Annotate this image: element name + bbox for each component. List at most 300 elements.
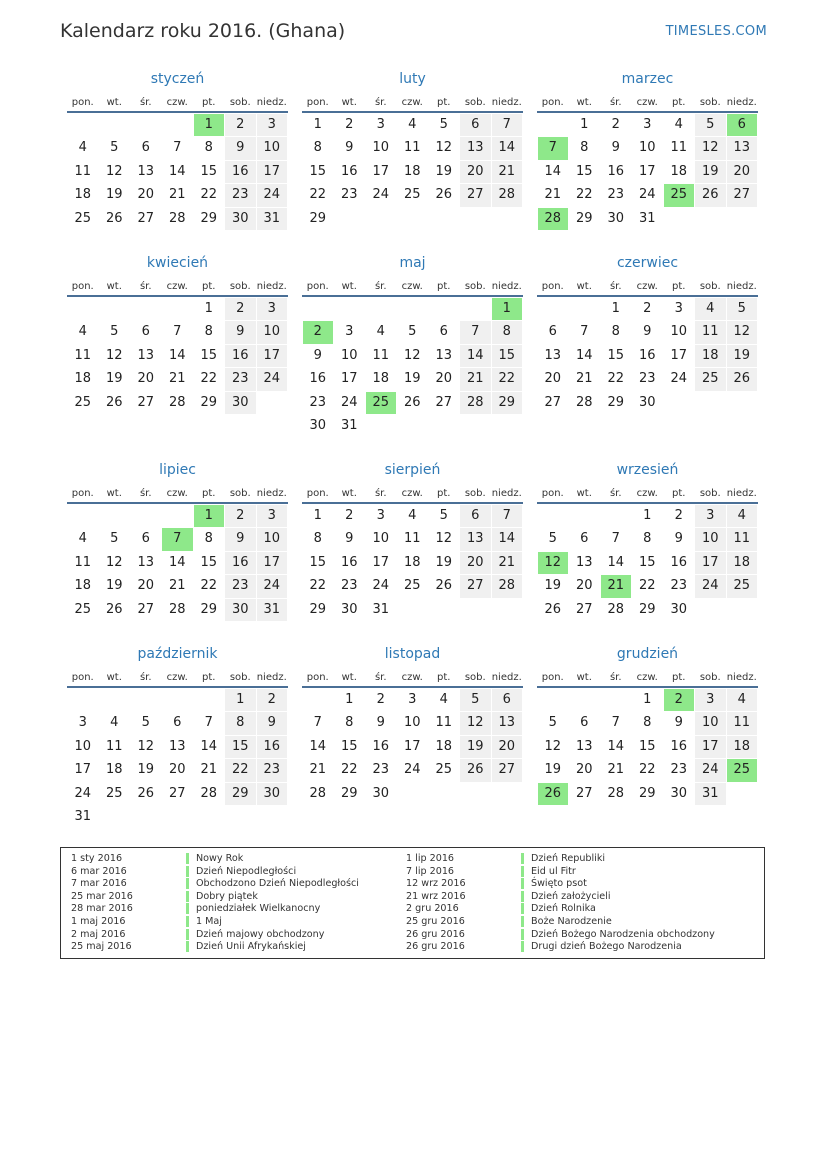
brand-link[interactable]: TIMESLES.COM bbox=[665, 24, 767, 39]
weekend-day: 24 bbox=[257, 575, 288, 597]
weekday-label: śr. bbox=[139, 672, 152, 683]
weekend-day: 21 bbox=[460, 368, 491, 390]
day-cell: 18 bbox=[403, 554, 421, 570]
weekday-label: czw. bbox=[401, 488, 423, 499]
legend-holiday-name: Drugi dzień Bożego Narodzenia bbox=[521, 941, 682, 952]
day-cell: 9 bbox=[643, 324, 652, 340]
legend-holiday-name: Dzień Niepodległości bbox=[186, 866, 296, 877]
week-row bbox=[302, 208, 523, 231]
day-cell: 30 bbox=[670, 601, 688, 617]
day-cell: 2 bbox=[345, 117, 354, 132]
month-calendar bbox=[67, 645, 288, 829]
week-row bbox=[537, 392, 758, 415]
day-cell: 21 bbox=[607, 762, 625, 778]
day-cell: 14 bbox=[544, 163, 562, 179]
weekend-day: 11 bbox=[727, 528, 758, 550]
weekend-day: 30 bbox=[257, 783, 288, 805]
weekend-day: 3 bbox=[695, 689, 726, 711]
weekend-day: 16 bbox=[225, 345, 256, 367]
holiday-legend bbox=[60, 847, 765, 959]
week-row bbox=[302, 783, 523, 806]
day-cell: 7 bbox=[580, 324, 589, 340]
empty-cell bbox=[429, 298, 460, 320]
weekday-header bbox=[537, 94, 758, 111]
month-name: październik bbox=[137, 646, 218, 662]
day-cell: 16 bbox=[670, 738, 688, 754]
day-cell: 26 bbox=[105, 394, 123, 410]
weekday-label: pon. bbox=[541, 97, 564, 108]
day-cell: 26 bbox=[544, 601, 562, 617]
weekend-day: 31 bbox=[257, 599, 288, 621]
day-cell: 2 bbox=[376, 692, 385, 707]
day-cell: 5 bbox=[439, 117, 448, 132]
empty-cell bbox=[99, 505, 130, 527]
day-cell: 19 bbox=[435, 554, 453, 570]
day-cell: 19 bbox=[105, 371, 123, 387]
day-cell: 10 bbox=[340, 347, 358, 363]
weekday-label: pt. bbox=[437, 281, 451, 292]
week-row bbox=[537, 298, 758, 321]
day-cell: 16 bbox=[607, 163, 625, 179]
header-rule bbox=[67, 295, 288, 297]
day-cell: 19 bbox=[544, 762, 562, 778]
empty-cell bbox=[334, 298, 365, 320]
day-cell: 10 bbox=[670, 324, 688, 340]
day-cell: 15 bbox=[200, 163, 218, 179]
legend-date: 26 gru 2016 bbox=[406, 928, 465, 940]
legend-date: 12 wrz 2016 bbox=[406, 878, 466, 890]
month-calendar bbox=[537, 70, 758, 231]
day-cell: 5 bbox=[548, 531, 557, 547]
day-cell: 8 bbox=[313, 531, 322, 547]
day-cell: 20 bbox=[137, 578, 155, 594]
legend-row bbox=[71, 903, 359, 916]
day-cell: 8 bbox=[580, 140, 589, 156]
weekday-label: śr. bbox=[139, 97, 152, 108]
week-row bbox=[537, 712, 758, 735]
week-row bbox=[302, 505, 523, 528]
legend-date: 2 maj 2016 bbox=[71, 928, 126, 940]
day-cell: 12 bbox=[105, 347, 123, 363]
empty-cell bbox=[194, 806, 225, 828]
weekend-day: 14 bbox=[492, 137, 523, 159]
day-cell: 5 bbox=[141, 715, 150, 731]
weekend-day: 6 bbox=[460, 114, 491, 136]
weekday-label: wt. bbox=[106, 281, 122, 292]
weekend-day: 4 bbox=[727, 689, 758, 711]
day-cell: 13 bbox=[137, 163, 155, 179]
weekend-day: 21 bbox=[492, 161, 523, 183]
day-cell: 26 bbox=[105, 210, 123, 226]
week-row bbox=[537, 599, 758, 622]
legend-holiday-name: Eid ul Fitr bbox=[521, 866, 576, 877]
day-cell: 14 bbox=[168, 163, 186, 179]
empty-cell bbox=[538, 689, 569, 711]
weekend-day: 16 bbox=[257, 736, 288, 758]
weekend-day: 4 bbox=[695, 298, 726, 320]
weekend-day: 7 bbox=[492, 114, 523, 136]
weekday-label: pon. bbox=[306, 97, 329, 108]
day-cell: 15 bbox=[575, 163, 593, 179]
week-row bbox=[537, 689, 758, 712]
empty-cell bbox=[366, 298, 397, 320]
week-row bbox=[67, 208, 288, 231]
empty-cell bbox=[131, 298, 162, 320]
weekend-day: 26 bbox=[695, 184, 726, 206]
day-cell: 25 bbox=[105, 785, 123, 801]
weekend-day: 4 bbox=[727, 505, 758, 527]
day-cell: 1 bbox=[313, 508, 322, 523]
weekday-label: niedz. bbox=[256, 281, 287, 292]
weekend-day: 11 bbox=[727, 712, 758, 734]
week-row bbox=[302, 552, 523, 575]
weekday-label: wt. bbox=[106, 672, 122, 683]
empty-cell bbox=[303, 689, 334, 711]
empty-cell bbox=[460, 208, 491, 230]
day-cell: 12 bbox=[137, 738, 155, 754]
legend-holiday-name: Dzień Unii Afrykańskiej bbox=[186, 941, 306, 952]
legend-row bbox=[406, 941, 715, 954]
day-cell: 16 bbox=[372, 738, 390, 754]
empty-cell bbox=[397, 208, 428, 230]
week-row bbox=[302, 114, 523, 137]
weekend-day: 19 bbox=[695, 161, 726, 183]
week-row bbox=[537, 736, 758, 759]
day-cell: 20 bbox=[137, 187, 155, 203]
weekday-header bbox=[67, 485, 288, 502]
header-rule bbox=[537, 502, 758, 504]
day-cell: 27 bbox=[137, 394, 155, 410]
day-cell: 10 bbox=[372, 140, 390, 156]
month-calendar bbox=[302, 461, 523, 622]
month-name: grudzień bbox=[616, 646, 679, 662]
day-cell: 2 bbox=[345, 508, 354, 523]
day-cell: 15 bbox=[638, 738, 656, 754]
holiday-day: 2 bbox=[303, 321, 334, 343]
month-calendar bbox=[537, 254, 758, 415]
weekday-label: sob. bbox=[464, 97, 486, 108]
week-row bbox=[537, 208, 758, 231]
day-cell: 25 bbox=[403, 578, 421, 594]
month-name: kwiecień bbox=[146, 255, 209, 271]
weekday-label: pt. bbox=[437, 488, 451, 499]
day-cell: 30 bbox=[309, 417, 327, 433]
legend-row bbox=[406, 929, 715, 942]
week-row bbox=[302, 368, 523, 391]
holiday-day: 2 bbox=[664, 689, 695, 711]
day-cell: 18 bbox=[74, 187, 92, 203]
day-cell: 15 bbox=[200, 347, 218, 363]
weekend-day: 23 bbox=[257, 759, 288, 781]
weekend-day: 22 bbox=[225, 759, 256, 781]
day-cell: 6 bbox=[141, 531, 150, 547]
day-cell: 13 bbox=[435, 347, 453, 363]
day-cell: 15 bbox=[638, 554, 656, 570]
day-cell: 14 bbox=[200, 738, 218, 754]
month-name: luty bbox=[399, 71, 426, 87]
weekend-day: 10 bbox=[257, 321, 288, 343]
weekday-label: wt. bbox=[341, 672, 357, 683]
weekday-label: niedz. bbox=[256, 672, 287, 683]
day-cell: 8 bbox=[611, 324, 620, 340]
weekend-day: 23 bbox=[225, 368, 256, 390]
legend-row bbox=[71, 891, 359, 904]
empty-cell bbox=[601, 505, 632, 527]
day-cell: 23 bbox=[670, 762, 688, 778]
month-name: marzec bbox=[621, 71, 674, 87]
day-cell: 11 bbox=[74, 554, 92, 570]
empty-cell bbox=[460, 783, 491, 805]
day-cell: 12 bbox=[105, 163, 123, 179]
day-cell: 4 bbox=[408, 508, 417, 523]
month-name: lipiec bbox=[159, 462, 196, 478]
weekday-header bbox=[302, 278, 523, 295]
weekend-day: 30 bbox=[225, 208, 256, 230]
day-cell: 7 bbox=[313, 715, 322, 731]
day-cell: 6 bbox=[439, 324, 448, 340]
empty-cell bbox=[131, 114, 162, 136]
weekend-day: 24 bbox=[257, 368, 288, 390]
day-cell: 24 bbox=[372, 578, 390, 594]
day-cell: 4 bbox=[408, 117, 417, 132]
weekend-day: 10 bbox=[257, 528, 288, 550]
day-cell: 16 bbox=[638, 347, 656, 363]
weekend-day: 31 bbox=[257, 208, 288, 230]
day-cell: 5 bbox=[110, 531, 119, 547]
day-cell: 4 bbox=[674, 117, 683, 132]
weekend-day: 6 bbox=[460, 505, 491, 527]
week-row bbox=[67, 505, 288, 528]
day-cell: 29 bbox=[575, 210, 593, 226]
holiday-day: 25 bbox=[366, 392, 397, 414]
day-cell: 1 bbox=[643, 508, 652, 523]
empty-cell bbox=[460, 415, 491, 437]
weekday-label: śr. bbox=[609, 97, 622, 108]
weekend-day: 15 bbox=[492, 345, 523, 367]
day-cell: 19 bbox=[105, 187, 123, 203]
day-cell: 20 bbox=[435, 371, 453, 387]
holiday-day: 7 bbox=[538, 137, 569, 159]
day-cell: 17 bbox=[670, 347, 688, 363]
weekday-header bbox=[537, 485, 758, 502]
week-row bbox=[67, 806, 288, 829]
weekday-label: niedz. bbox=[726, 281, 757, 292]
legend-row bbox=[406, 916, 715, 929]
legend-holiday-name: poniedziałek Wielkanocny bbox=[186, 903, 320, 914]
legend-row bbox=[406, 903, 715, 916]
weekday-label: czw. bbox=[636, 672, 658, 683]
weekday-label: pt. bbox=[672, 97, 686, 108]
empty-cell bbox=[664, 392, 695, 414]
empty-cell bbox=[162, 505, 193, 527]
day-cell: 3 bbox=[408, 692, 417, 707]
day-cell: 8 bbox=[643, 715, 652, 731]
day-cell: 29 bbox=[638, 785, 656, 801]
day-cell: 11 bbox=[670, 140, 688, 156]
day-cell: 13 bbox=[544, 347, 562, 363]
weekend-day: 28 bbox=[492, 575, 523, 597]
day-cell: 18 bbox=[105, 762, 123, 778]
legend-date: 25 maj 2016 bbox=[71, 941, 132, 953]
empty-cell bbox=[429, 599, 460, 621]
day-cell: 11 bbox=[105, 738, 123, 754]
week-row bbox=[67, 575, 288, 598]
legend-holiday-name: Dzień majowy obchodzony bbox=[186, 929, 324, 940]
weekday-label: pon. bbox=[541, 281, 564, 292]
day-cell: 5 bbox=[548, 715, 557, 731]
weekday-header bbox=[67, 94, 288, 111]
day-cell: 6 bbox=[141, 140, 150, 156]
day-cell: 12 bbox=[105, 554, 123, 570]
day-cell: 18 bbox=[372, 371, 390, 387]
weekend-day: 17 bbox=[257, 161, 288, 183]
day-cell: 28 bbox=[309, 785, 327, 801]
weekday-label: pt. bbox=[202, 97, 216, 108]
holiday-day: 28 bbox=[538, 208, 569, 230]
empty-cell bbox=[569, 505, 600, 527]
week-row bbox=[67, 599, 288, 622]
empty-cell bbox=[492, 783, 523, 805]
day-cell: 4 bbox=[376, 324, 385, 340]
holiday-day: 25 bbox=[727, 759, 758, 781]
holiday-day: 12 bbox=[538, 552, 569, 574]
header-rule bbox=[302, 295, 523, 297]
empty-cell bbox=[569, 298, 600, 320]
weekday-header bbox=[302, 669, 523, 686]
weekend-day: 9 bbox=[225, 528, 256, 550]
empty-cell bbox=[397, 599, 428, 621]
legend-row bbox=[71, 853, 359, 866]
day-cell: 26 bbox=[105, 601, 123, 617]
weekday-label: niedz. bbox=[726, 97, 757, 108]
legend-holiday-name: Święto psot bbox=[521, 878, 587, 889]
day-cell: 29 bbox=[200, 601, 218, 617]
empty-cell bbox=[492, 415, 523, 437]
weekday-label: śr. bbox=[139, 488, 152, 499]
weekday-label: pt. bbox=[202, 672, 216, 683]
month-calendar bbox=[537, 461, 758, 622]
weekday-label: niedz. bbox=[491, 281, 522, 292]
day-cell: 24 bbox=[372, 187, 390, 203]
day-cell: 21 bbox=[168, 187, 186, 203]
day-cell: 29 bbox=[607, 394, 625, 410]
day-cell: 25 bbox=[74, 394, 92, 410]
weekday-label: sob. bbox=[699, 281, 721, 292]
weekend-day: 17 bbox=[257, 345, 288, 367]
day-cell: 7 bbox=[611, 715, 620, 731]
day-cell: 30 bbox=[638, 394, 656, 410]
month-calendar bbox=[67, 70, 288, 231]
weekday-label: pon. bbox=[306, 281, 329, 292]
weekday-label: sob. bbox=[699, 97, 721, 108]
header-rule bbox=[302, 502, 523, 504]
day-cell: 11 bbox=[403, 140, 421, 156]
day-cell: 30 bbox=[340, 601, 358, 617]
holiday-day: 1 bbox=[194, 505, 225, 527]
empty-cell bbox=[492, 208, 523, 230]
empty-cell bbox=[131, 689, 162, 711]
weekend-day: 17 bbox=[695, 736, 726, 758]
legend-holiday-name: Dzień założycieli bbox=[521, 891, 611, 902]
day-cell: 8 bbox=[204, 531, 213, 547]
day-cell: 31 bbox=[74, 808, 92, 824]
legend-row bbox=[71, 916, 359, 929]
day-cell: 18 bbox=[74, 371, 92, 387]
weekend-day: 2 bbox=[225, 114, 256, 136]
day-cell: 22 bbox=[340, 762, 358, 778]
weekend-day: 16 bbox=[225, 161, 256, 183]
weekday-label: czw. bbox=[401, 281, 423, 292]
day-cell: 21 bbox=[168, 578, 186, 594]
weekday-label: pt. bbox=[672, 672, 686, 683]
empty-cell bbox=[68, 114, 99, 136]
weekday-header bbox=[537, 669, 758, 686]
day-cell: 23 bbox=[309, 394, 327, 410]
day-cell: 23 bbox=[670, 578, 688, 594]
month-name: czerwiec bbox=[616, 255, 679, 271]
weekday-label: śr. bbox=[609, 488, 622, 499]
header-rule bbox=[302, 111, 523, 113]
day-cell: 16 bbox=[309, 371, 327, 387]
day-cell: 6 bbox=[173, 715, 182, 731]
day-cell: 10 bbox=[74, 738, 92, 754]
empty-cell bbox=[162, 114, 193, 136]
week-row bbox=[302, 575, 523, 598]
empty-cell bbox=[727, 599, 758, 621]
weekday-label: czw. bbox=[166, 97, 188, 108]
day-cell: 3 bbox=[643, 117, 652, 132]
weekend-day: 25 bbox=[727, 575, 758, 597]
day-cell: 17 bbox=[372, 163, 390, 179]
month-calendar bbox=[67, 461, 288, 622]
empty-cell bbox=[68, 689, 99, 711]
weekend-day: 3 bbox=[257, 505, 288, 527]
legend-row bbox=[71, 941, 359, 954]
day-cell: 28 bbox=[575, 394, 593, 410]
weekend-day: 9 bbox=[225, 137, 256, 159]
day-cell: 6 bbox=[548, 324, 557, 340]
day-cell: 19 bbox=[435, 163, 453, 179]
weekend-day: 17 bbox=[257, 552, 288, 574]
legend-holiday-name: Boże Narodzenie bbox=[521, 916, 612, 927]
day-cell: 28 bbox=[607, 601, 625, 617]
month-name: wrzesień bbox=[616, 462, 679, 478]
month-name: maj bbox=[399, 255, 426, 271]
day-cell: 22 bbox=[200, 371, 218, 387]
day-cell: 9 bbox=[313, 347, 322, 363]
empty-cell bbox=[303, 298, 334, 320]
week-row bbox=[537, 759, 758, 782]
weekend-day: 20 bbox=[492, 736, 523, 758]
weekday-label: wt. bbox=[341, 97, 357, 108]
weekend-day: 15 bbox=[225, 736, 256, 758]
day-cell: 28 bbox=[168, 601, 186, 617]
weekend-day: 6 bbox=[492, 689, 523, 711]
weekday-label: sob. bbox=[464, 281, 486, 292]
weekday-label: czw. bbox=[401, 97, 423, 108]
empty-cell bbox=[162, 806, 193, 828]
weekday-label: pon. bbox=[541, 672, 564, 683]
week-row bbox=[302, 736, 523, 759]
weekday-label: wt. bbox=[106, 488, 122, 499]
week-row bbox=[537, 552, 758, 575]
week-row bbox=[302, 599, 523, 622]
month-calendar bbox=[302, 70, 523, 231]
weekday-label: czw. bbox=[166, 281, 188, 292]
day-cell: 18 bbox=[74, 578, 92, 594]
day-cell: 18 bbox=[670, 163, 688, 179]
day-cell: 23 bbox=[638, 371, 656, 387]
